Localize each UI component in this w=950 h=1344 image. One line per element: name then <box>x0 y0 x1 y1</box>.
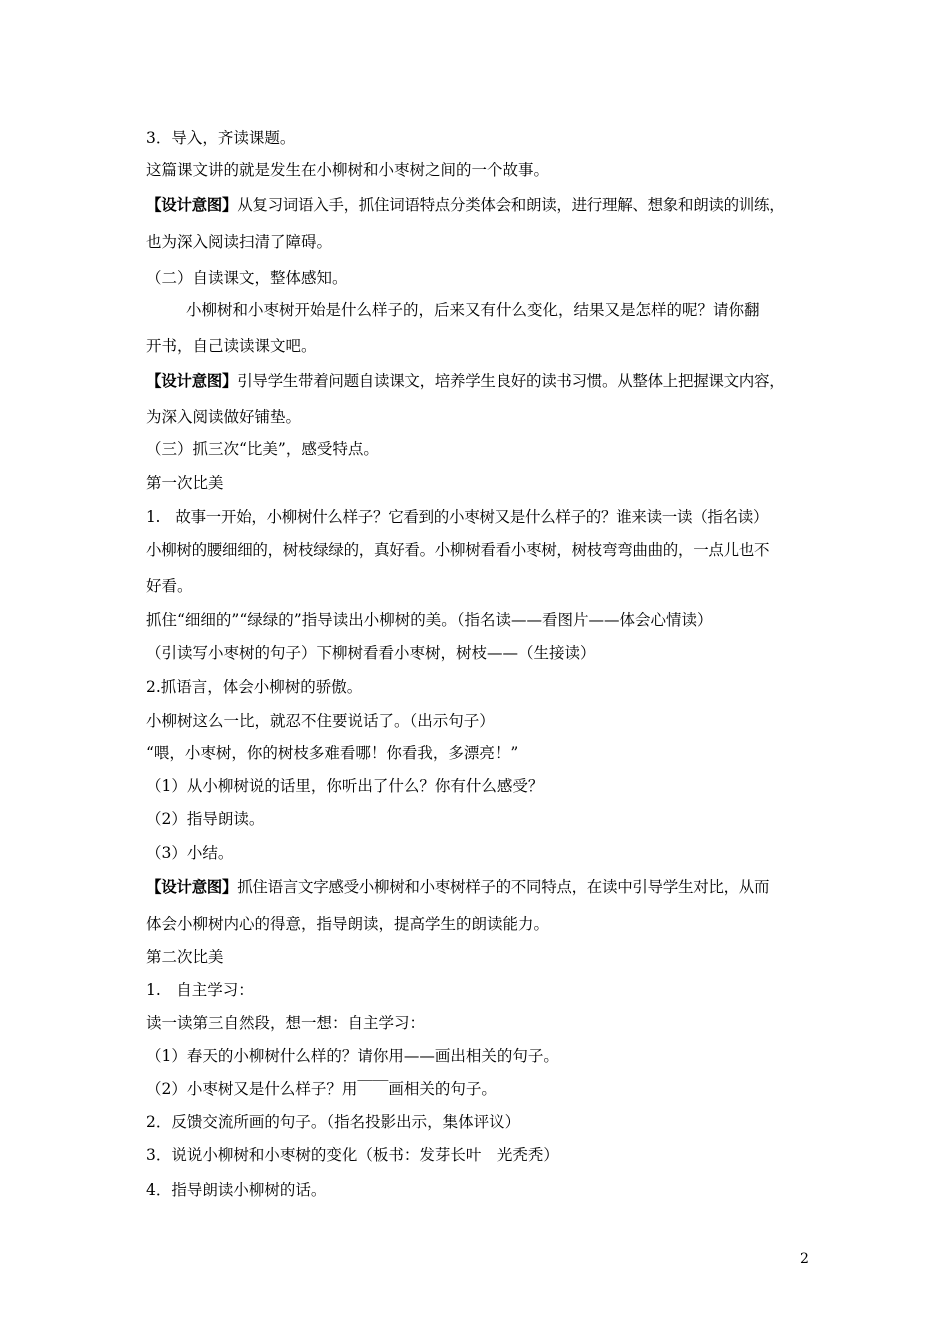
section-2-heading: （二）自读课文，整体感知。 <box>146 269 348 287</box>
question-3: （3）小结。 <box>146 844 234 862</box>
design-intent-label: 【设计意图】 <box>146 195 238 214</box>
design-intent-text: 从复习词语入手，抓住词语特点分类体会和朗读，进行理解、想象和朗读的训练， <box>237 196 785 214</box>
show-sentence: 小柳树这么一比，就忍不住要说话了。（出示句子） <box>146 712 495 730</box>
step-2-language: 2.抓语言，体会小柳树的骄傲。 <box>146 678 363 696</box>
first-comparison-heading: 第一次比美 <box>146 474 224 492</box>
design-intent-2-cont: 为深入阅读做好铺垫。 <box>146 408 302 426</box>
reading-question-cont: 开书，自己读读课文吧。 <box>146 337 317 355</box>
design-intent-text: 引导学生带着问题自读课文，培养学生良好的读书习惯。从整体上把握课文内容， <box>237 372 785 390</box>
design-intent-3 <box>146 877 816 897</box>
question-2: （2）指导朗读。 <box>146 810 265 828</box>
question-1: （1）从小柳树说的话里，你听出了什么？你有什么感受？ <box>146 777 544 795</box>
step-2-feedback: 2．反馈交流所画的句子。（指名投影出示，集体评议） <box>146 1113 521 1131</box>
step-3-changes: 3．说说小柳树和小枣树的变化（板书：发芽长叶 光秃秃） <box>146 1146 559 1164</box>
first-comparison-text-cont: 好看。 <box>146 577 193 595</box>
self-study-heading: 1. 自主学习： <box>146 981 254 999</box>
design-intent-label: 【设计意图】 <box>146 371 238 390</box>
step-4-reading: 4．指导朗读小柳树的话。 <box>146 1181 327 1199</box>
design-intent-1-cont: 也为深入阅读扫清了障碍。 <box>146 233 333 251</box>
self-study-q2: （2）小枣树又是什么样子？用￣￣画相关的句子。 <box>146 1080 497 1098</box>
page-number: 2 <box>800 1251 809 1267</box>
self-study-q1: （1）春天的小柳树什么样的？请你用——画出相关的句子。 <box>146 1047 559 1065</box>
story-intro: 这篇课文讲的就是发生在小柳树和小枣树之间的一个故事。 <box>146 161 550 179</box>
self-study-instruction: 读一读第三自然段，想一想：自主学习： <box>146 1014 426 1032</box>
design-intent-3-cont: 体会小柳树内心的得意，指导朗读，提高学生的朗读能力。 <box>146 915 550 933</box>
second-comparison-heading: 第二次比美 <box>146 948 224 966</box>
design-intent-text: 抓住语言文字感受小柳树和小枣树样子的不同特点，在读中引导学生对比，从而 <box>237 878 770 896</box>
design-intent-label: 【设计意图】 <box>146 877 238 896</box>
reading-guide: 抓住“细细的”“绿绿的”指导读出小柳树的美。（指名读——看图片——体会心情读） <box>146 611 713 629</box>
design-intent-1 <box>146 195 816 215</box>
first-comparison-text: 小柳树的腰细细的，树枝绿绿的，真好看。小柳树看看小枣树，树枝弯弯曲曲的，一点儿也不 <box>146 541 770 559</box>
first-comparison-q1: 1. 故事一开始，小柳树什么样子？它看到的小枣树又是什么样子的？谁来读一读（指名读） <box>146 508 769 526</box>
quoted-sentence: “喂，小枣树，你的树枝多难看哪！你看我，多漂亮！” <box>146 744 519 762</box>
reading-question: 小柳树和小枣树开始是什么样子的，后来又有什么变化，结果又是怎样的呢？请你翻 <box>186 301 760 319</box>
step-3-heading: 3．导入，齐读课题。 <box>146 129 296 147</box>
section-3-heading: （三）抓三次“比美”，感受特点。 <box>146 440 379 458</box>
design-intent-2 <box>146 371 816 391</box>
lead-reading: （引读写小枣树的句子）下柳树看看小枣树，树枝——（生接读） <box>146 644 596 662</box>
